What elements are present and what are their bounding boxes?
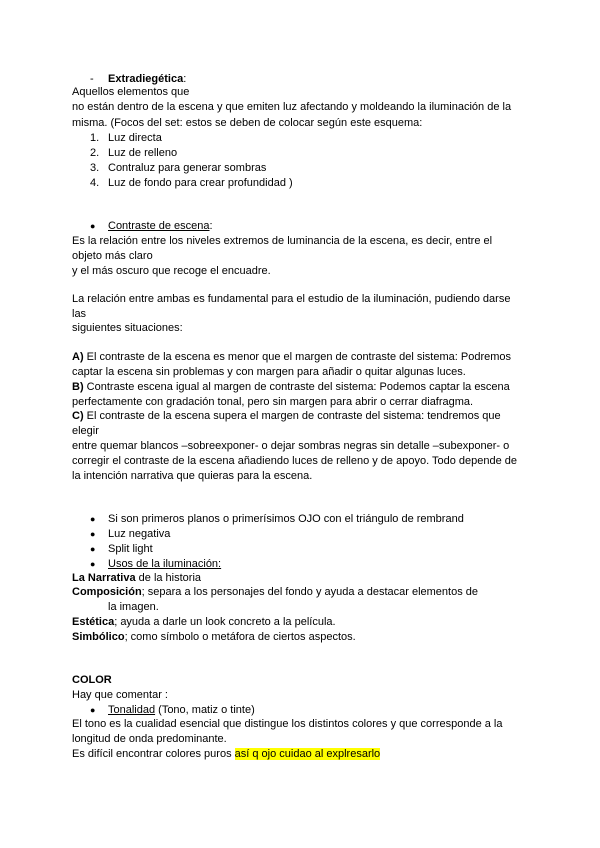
contraste-colon: : (209, 220, 213, 232)
case-c-text: El contraste de la escena supera el margen de contraste del sistema: tendremos que (83, 410, 501, 422)
extra-line-2: no están dentro de la escena y que emiten luz afectando y moldeando la iluminación de la (72, 101, 512, 113)
color-line-4 (72, 748, 380, 761)
relacion-line-1: La relación entre ambas es fundamental para el estudio de la iluminación, pudiendo darse (72, 293, 511, 305)
color-line-3: longitud de onda predominante. (72, 733, 227, 745)
simbolico-label: Simbólico (72, 631, 125, 643)
bullet-icon: ● (90, 559, 96, 569)
list-num-2: 2. (90, 147, 100, 159)
color-title: COLOR (72, 674, 112, 686)
contraste-line-2: objeto más claro (72, 250, 153, 262)
list-item-2: Luz de relleno (108, 147, 178, 159)
case-a-label: A) (72, 351, 84, 363)
color-line-2: El tono es la cualidad esencial que distingue los distintos colores y que corresponde a la (72, 718, 503, 730)
list-num-4: 4. (90, 177, 100, 189)
case-a-text: El contraste de la escena es menor que el margen de contraste del sistema: Podremos (83, 351, 512, 363)
case-b-line-2: perfectamente con gradación tonal, pero sin margen para abrir o cerrar diafragma. (72, 396, 474, 408)
list-item-3: Contraluz para generar sombras (108, 162, 267, 174)
color-line-4-text: Es difícil encontrar colores puros (72, 748, 235, 760)
case-a-line-1 (72, 351, 511, 364)
composicion-text: ; separa a los personajes del fondo y ayuda a destacar elementos de (141, 586, 478, 598)
case-b-line-1 (72, 381, 510, 394)
contraste-title: Contraste de escena (108, 220, 210, 232)
bullet-item-2: Luz negativa (108, 528, 171, 540)
estetica-text: ; ayuda a darle un look concreto a la película. (114, 616, 336, 628)
contraste-line-3: y el más oscuro que recoge el encuadre. (72, 265, 271, 277)
usos-composicion (72, 586, 478, 599)
bullet-item-3: Split light (108, 543, 153, 555)
usos-simbolico (72, 631, 356, 644)
case-c-line-1 (72, 410, 501, 423)
case-b-text: Contraste escena igual al margen de contraste del sistema: Podemos captar la escena (83, 381, 510, 393)
case-a-line-2: captar la escena sin problemas y con margen para añadir o quitar algunas luces. (72, 366, 466, 378)
usos-title: Usos de la iluminación: (108, 558, 222, 570)
bullet-icon: ● (90, 221, 96, 231)
composicion-label: Composición (72, 586, 142, 598)
case-c-line-5: la intención narrativa que quieras para la escena. (72, 470, 313, 482)
case-c-line-4: corregir el contraste de la escena añadiendo luces de relleno y de apoyo. Todo depende de (72, 455, 518, 467)
list-num-1: 1. (90, 132, 100, 144)
usos-narrativa (72, 572, 201, 585)
case-c-label: C) (72, 410, 84, 422)
relacion-line-2: las (72, 308, 87, 320)
list-item-1: Luz directa (108, 132, 162, 144)
relacion-line-3: siguientes situaciones: (72, 322, 183, 334)
contraste-line-1: Es la relación entre los niveles extremos de luminancia de la escena, es decir, entre el (72, 235, 493, 247)
list-num-3: 3. (90, 162, 100, 174)
bullet-icon: ● (90, 705, 96, 715)
bullet-icon: ● (90, 529, 96, 539)
extra-dash: - (90, 73, 94, 85)
bullet-icon: ● (90, 514, 96, 524)
tonalidad-title: Tonalidad (108, 704, 156, 716)
usos-composicion-cont: la imagen. (108, 601, 159, 613)
list-item-4: Luz de fondo para crear profundidad ) (108, 177, 293, 189)
extra-title: Extradiegética (108, 73, 184, 85)
bullet-item-1: Si son primeros planos o primerísimos OJO con el triángulo de rembrand (108, 513, 464, 525)
color-line-1: Hay que comentar : (72, 689, 168, 701)
usos-estetica (72, 616, 336, 629)
contraste-heading (108, 220, 213, 233)
extra-line-1: Aquellos elementos que (72, 86, 190, 98)
bullet-icon: ● (90, 544, 96, 554)
extra-line-3: misma. (Focos del set: estos se deben de colocar según este esquema: (72, 117, 423, 129)
case-c-line-2: elegir (72, 425, 99, 437)
tonalidad-heading (108, 704, 255, 717)
tonalidad-rest: (Tono, matiz o tinte) (155, 704, 255, 716)
simbolico-text: ; como símbolo o metáfora de ciertos aspectos. (124, 631, 356, 643)
extra-heading (108, 73, 186, 86)
extra-colon: : (183, 73, 187, 85)
case-c-line-3: entre quemar blancos –sobreexponer- o dejar sombras negras sin detalle –subexponer- o (72, 440, 510, 452)
estetica-label: Estética (72, 616, 115, 628)
case-b-label: B) (72, 381, 84, 393)
narrativa-text: de la historia (135, 572, 202, 584)
highlighted-note: así q ojo cuidao al explresarlo (234, 748, 381, 760)
narrativa-label: La Narrativa (72, 572, 136, 584)
